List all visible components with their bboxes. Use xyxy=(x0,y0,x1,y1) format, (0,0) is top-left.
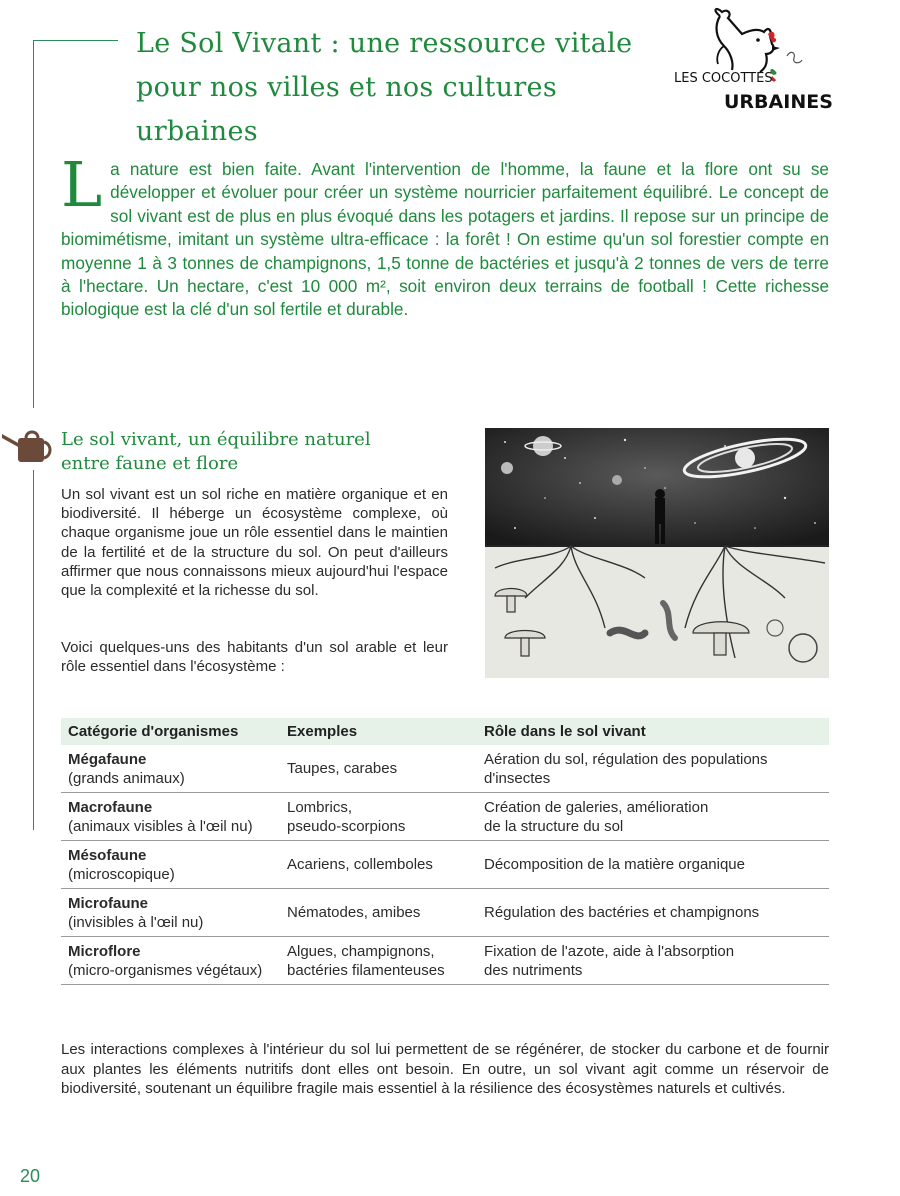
section-title xyxy=(61,428,441,476)
examples-line: pseudo-scorpions xyxy=(287,817,406,835)
examples-line: Acariens, collemboles xyxy=(287,856,433,873)
page-number: 20 xyxy=(20,1166,41,1186)
table-row xyxy=(61,793,829,841)
role-line: de la structure du sol xyxy=(484,817,624,835)
header-role: Rôle dans le sol vivant xyxy=(477,718,829,745)
section-paragraph-2: Voici quelques-uns des habitants d'un sol arable et leur rôle essentiel dans l'écosystème : xyxy=(61,639,448,676)
category-desc: (invisibles à l'œil nu) xyxy=(68,913,204,931)
category-name: Microfaune xyxy=(68,894,149,912)
examples-cell xyxy=(280,889,477,937)
category-name: Mégafaune xyxy=(68,750,147,768)
conclusion-paragraph: Les interactions complexes à l'intérieur du sol lui permettent de se régénérer, de stocker du carbone et de fournir aux plantes les éléments nutritifs dont elles ont besoin. En outre, un sol vivant agit comme un réservoir de biodiversité, soutenant un équilibre fragile mais essentiel à la résilience des écosystèmes naturels et cultivés. xyxy=(61,1041,829,1097)
hen-logo xyxy=(672,4,833,122)
table-row xyxy=(61,745,829,793)
category-cell xyxy=(61,841,280,889)
drop-cap: L xyxy=(61,148,103,221)
examples-cell xyxy=(280,745,477,793)
page-title-line2: pour nos villes et nos cultures urbaines xyxy=(136,72,557,147)
role-cell xyxy=(477,889,829,937)
role-cell xyxy=(477,937,829,985)
category-cell xyxy=(61,937,280,985)
logo-text-line2: URBAINES xyxy=(724,91,833,113)
soil-cosmos-illustration xyxy=(485,428,829,678)
page-title-line1: Le Sol Vivant : une ressource vitale xyxy=(136,28,633,59)
category-name: Microflore xyxy=(68,942,141,960)
examples-line: Nématodes, amibes xyxy=(287,904,421,921)
category-desc: (micro-organismes végétaux) xyxy=(68,961,263,979)
section-title-line1: Le sol vivant, un équilibre naturel xyxy=(61,429,371,450)
role-line: des nutriments xyxy=(484,961,583,979)
header-category: Catégorie d'organismes xyxy=(61,718,280,745)
examples-line: Taupes, carabes xyxy=(287,760,398,777)
examples-cell xyxy=(280,937,477,985)
role-cell xyxy=(477,793,829,841)
role-line: Décomposition de la matière organique xyxy=(484,856,745,873)
category-desc: (grands animaux) xyxy=(68,769,185,787)
role-line: Fixation de l'azote, aide à l'absorption xyxy=(484,942,735,960)
table-header-row xyxy=(61,718,829,745)
frame-line-top xyxy=(33,40,118,41)
role-line: d'insectes xyxy=(484,769,551,787)
role-cell xyxy=(477,745,829,793)
examples-line: Lombrics, xyxy=(287,798,353,816)
table-row xyxy=(61,937,829,985)
frame-line-left-lower xyxy=(33,470,34,830)
role-line: Régulation des bactéries et champignons xyxy=(484,904,760,921)
intro-text: a nature est bien faite. Avant l'intervention de l'homme, la faune et la flore ont su se développer et évoluer pour créer un système nourricier parfaitement équilibré. Le concept de sol vivant est de plus en plus évoqué dans les potagers et jardins. Il repose sur un principe de biomimétisme, imitant un système ultra-efficace : la forêt ! On estime qu'un sol forestier compte en moyenne 1 à 3 tonnes de champignons, 1,5 tonne de bactéries et jusqu'à 2 tonnes de vers de terre à l'hectare. Un hectare, c'est 10 000 m², soit environ deux terrains de football ! Cette richesse biologique est la clé d'un sol fertile et durable. xyxy=(61,159,829,320)
examples-cell xyxy=(280,793,477,841)
intro-paragraph xyxy=(61,148,829,322)
role-line: Aération du sol, régulation des populations xyxy=(484,750,768,768)
section-title-line2: entre faune et flore xyxy=(61,453,239,474)
category-cell xyxy=(61,745,280,793)
examples-line: bactéries filamenteuses xyxy=(287,961,445,979)
watering-can-icon xyxy=(0,424,52,464)
category-name: Mésofaune xyxy=(68,846,147,864)
page-title xyxy=(136,22,676,154)
category-cell xyxy=(61,793,280,841)
logo-text-line1: LES COCOTTES xyxy=(674,71,773,86)
category-name: Macrofaune xyxy=(68,798,153,816)
role-cell xyxy=(477,841,829,889)
section-paragraph-1: Un sol vivant est un sol riche en matière organique et en biodiversité. Il héberge un écosystème complexe, où chaque organisme joue un rôle essentiel dans le maintien de la fertilité et de la structure du sol. On peut d'ailleurs affirmer que nous connaissons mieux aujourd'hui l'espace que la complexité et la richesse du sol. xyxy=(61,486,448,600)
examples-line: Algues, champignons, xyxy=(287,942,435,960)
role-line: Création de galeries, amélioration xyxy=(484,798,709,816)
category-cell xyxy=(61,889,280,937)
header-examples: Exemples xyxy=(280,718,477,745)
frame-line-left xyxy=(33,40,34,408)
organisms-table xyxy=(61,718,829,985)
category-desc: (animaux visibles à l'œil nu) xyxy=(68,817,253,835)
table-row xyxy=(61,841,829,889)
examples-cell xyxy=(280,841,477,889)
table-row xyxy=(61,889,829,937)
category-desc: (microscopique) xyxy=(68,865,175,883)
